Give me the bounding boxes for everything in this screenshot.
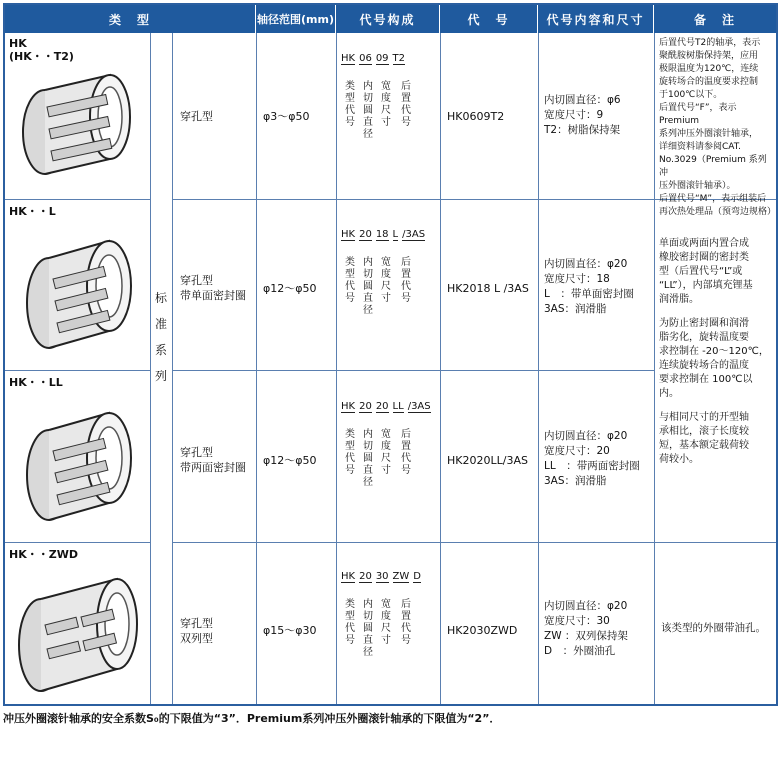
label-width: 宽度尺寸	[381, 429, 391, 476]
divider	[440, 33, 441, 704]
footnote: 冲压外圈滚针轴承的安全系数S₀的下限值为“3”．Premium系列冲压外圈滚针轴承的下限值为“2”．	[3, 712, 501, 725]
divider	[5, 370, 150, 371]
header-type: 类 型	[5, 5, 256, 33]
shaft-range: φ15～φ30	[263, 624, 317, 637]
code-detail: 内切圆直径：φ20 宽度尺寸：20 LL ：带两面密封圈 3AS：润滑脂	[544, 430, 640, 487]
label-type-code: 类型代号	[345, 257, 355, 304]
code-parts: HK 20 18 L /3AS	[341, 229, 426, 240]
divider	[256, 33, 257, 704]
header-remarks: 备 注	[654, 5, 776, 33]
bearing-image	[15, 67, 140, 182]
type-desc-2: 双列型	[180, 632, 213, 645]
divider	[172, 370, 654, 371]
divider	[5, 542, 150, 543]
bearing-image	[13, 565, 143, 700]
label-width: 宽度尺寸	[381, 599, 391, 646]
label-type-code: 类型代号	[345, 81, 355, 128]
type-desc-2: 带两面密封圈	[180, 461, 246, 474]
bearing-table	[3, 3, 778, 706]
label-inner-diameter: 内切圆直径	[363, 257, 373, 316]
divider	[538, 33, 539, 704]
divider	[172, 542, 776, 543]
label-width: 宽度尺寸	[381, 257, 391, 304]
bearing-code: HK2030ZWD	[447, 624, 518, 637]
divider	[172, 33, 173, 704]
bearing-code: HK2020LL/3AS	[447, 454, 528, 467]
header-shaft: 轴径范围(mm)	[256, 5, 336, 33]
type-desc: 穿孔型	[180, 110, 213, 123]
label-inner-diameter: 内切圆直径	[363, 429, 373, 488]
code-detail: 内切圆直径：φ20 宽度尺寸：30 ZW ：双列保持架 D ：外圈油孔	[544, 600, 628, 657]
divider	[336, 33, 337, 704]
label-type-code: 类型代号	[345, 599, 355, 646]
code-detail: 内切圆直径：φ6 宽度尺寸：9 T2：树脂保持架	[544, 94, 621, 136]
divider	[5, 199, 150, 200]
type-desc-2: 带单面密封圈	[180, 289, 246, 302]
type-desc: 穿孔型	[180, 274, 213, 287]
shaft-range: φ12～φ50	[263, 282, 317, 295]
type-desc: 穿孔型	[180, 617, 213, 630]
remarks-row2-3: 单面或两面内置合成 橡胶密封圈的密封类 型（后置代号“L”或 “LL”），内部填充锂基 润滑脂。 为防止密封圈和润滑 脂劣化，旋转温度要 求控制在 -20～120℃， 连续旋转场合的温度 要求控制在 100℃以 内。 与相同尺寸的开型轴 承相比，滚子长度较 短，基本额定载荷较 荷较小。	[659, 238, 769, 465]
type-desc: 穿孔型	[180, 446, 213, 459]
label-suffix: 后置代号	[401, 81, 411, 128]
header-code-structure: 代号构成	[336, 5, 440, 33]
divider	[654, 33, 655, 704]
label-width: 宽度尺寸	[381, 81, 391, 128]
bearing-code: HK0609T2	[447, 110, 505, 123]
label-inner-diameter: 内切圆直径	[363, 81, 373, 140]
label-type-code: 类型代号	[345, 429, 355, 476]
header-code: 代 号	[440, 5, 538, 33]
type-code: HK・・ZWD	[9, 548, 78, 561]
code-parts: HK 20 30 ZW D	[341, 571, 421, 582]
shaft-range: φ3～φ50	[263, 110, 310, 123]
shaft-range: φ12～φ50	[263, 454, 317, 467]
bearing-code: HK2018 L /3AS	[447, 282, 529, 295]
code-parts: HK 06 09 T2	[341, 53, 406, 64]
bearing-image	[17, 223, 139, 363]
remarks-row1: 后置代号T2的轴承，表示 聚酰胺树脂保持架，应用 极限温度为120℃，连续 旋转场合的温度要求控制 于100℃以下。 后置代号“F”，表示Premium 系列冲压外圈滚针轴承， 详细资料请参阅CAT. No.3029（Premium 系列冲 压外圈滚针轴承）。 后置代号“M”，表示组装后 再次热处理品（预弯边规格）	[659, 38, 777, 217]
bearing-image	[17, 395, 139, 535]
standard-series-label: 标 准 系 列	[154, 291, 167, 383]
label-suffix: 后置代号	[401, 599, 411, 646]
label-suffix: 后置代号	[401, 429, 411, 476]
label-suffix: 后置代号	[401, 257, 411, 304]
label-inner-diameter: 内切圆直径	[363, 599, 373, 658]
type-code: HK・・LL	[9, 376, 63, 389]
header-code-detail: 代号内容和尺寸	[538, 5, 654, 33]
type-code-sub: (HK・・T2)	[9, 50, 74, 63]
remarks-row4: 该类型的外圈带油孔。	[661, 622, 766, 634]
type-code: HK・・L	[9, 205, 56, 218]
code-parts: HK 20 20 LL /3AS	[341, 401, 431, 412]
divider	[150, 33, 151, 704]
type-code: HK	[9, 37, 27, 50]
code-detail: 内切圆直径：φ20 宽度尺寸：18 L ：带单面密封圈 3AS：润滑脂	[544, 258, 634, 315]
